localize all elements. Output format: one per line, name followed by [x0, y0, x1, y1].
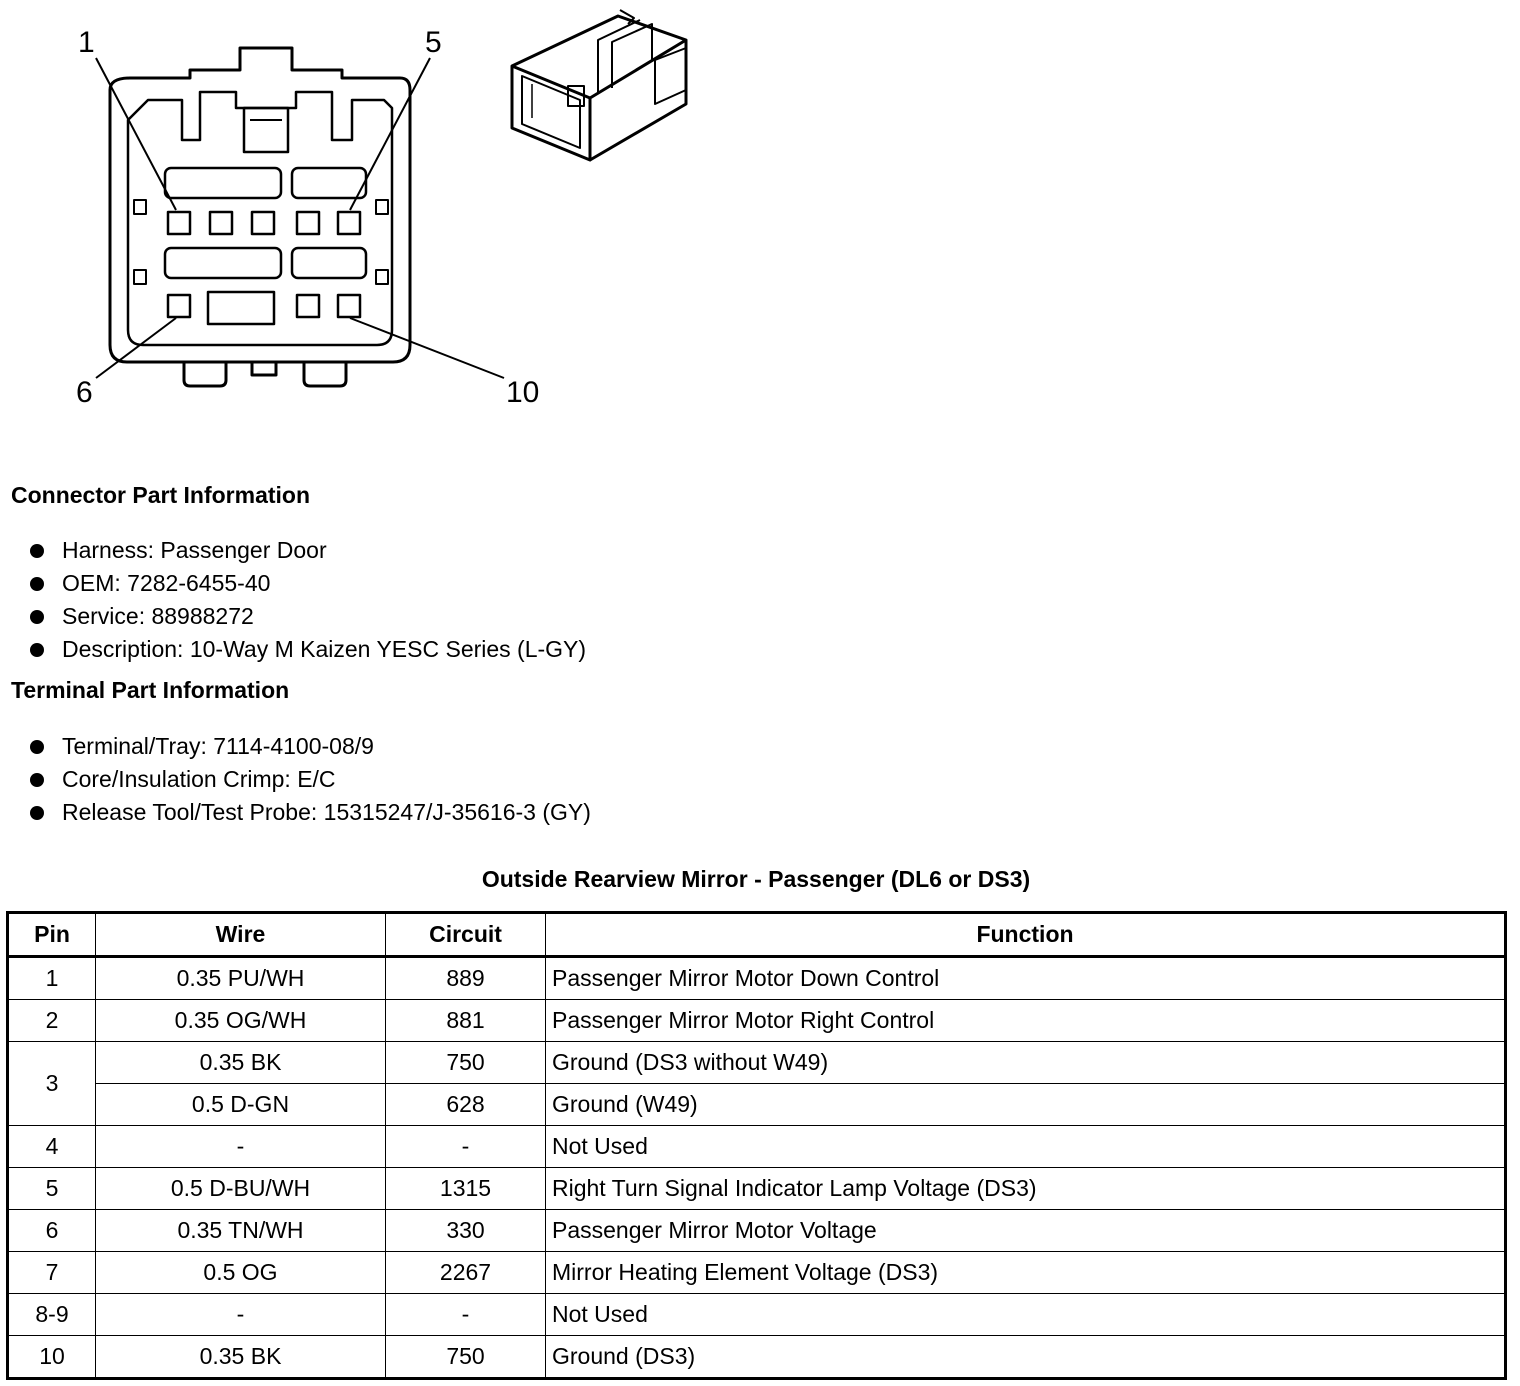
- cell-wire: 0.5 D-GN: [96, 1084, 386, 1126]
- cell-wire: 0.5 OG: [96, 1252, 386, 1294]
- pin-label-5: 5: [425, 26, 442, 59]
- cell-wire: 0.35 BK: [96, 1336, 386, 1379]
- bullet-icon: [30, 577, 44, 591]
- cell-circuit: 628: [386, 1084, 546, 1126]
- cell-pin: 8-9: [8, 1294, 96, 1336]
- connector-info-title: Connector Part Information: [11, 482, 311, 508]
- cavity-block: [208, 292, 274, 324]
- cell-function: Passenger Mirror Motor Voltage: [546, 1210, 1506, 1252]
- list-item: OEM: 7282-6455-40: [30, 567, 586, 600]
- header-pin: Pin: [8, 913, 96, 957]
- bullet-icon: [30, 544, 44, 558]
- cell-pin: 6: [8, 1210, 96, 1252]
- cell-wire: 0.35 TN/WH: [96, 1210, 386, 1252]
- cavity: [210, 212, 232, 234]
- cell-circuit: 330: [386, 1210, 546, 1252]
- cell-function: Not Used: [546, 1126, 1506, 1168]
- cell-circuit: 889: [386, 957, 546, 1000]
- terminal-info-list: [30, 730, 591, 829]
- cell-pin: 1: [8, 957, 96, 1000]
- list-item: Harness: Passenger Door: [30, 534, 586, 567]
- connector-diagram: [0, 0, 760, 430]
- cell-pin: 7: [8, 1252, 96, 1294]
- cavity: [168, 295, 190, 317]
- cell-function: Passenger Mirror Motor Down Control: [546, 957, 1506, 1000]
- cell-circuit: 1315: [386, 1168, 546, 1210]
- table-row: [8, 957, 1506, 1000]
- cell-wire: -: [96, 1294, 386, 1336]
- pinout-table: [6, 911, 1507, 1380]
- header-circuit: Circuit: [386, 913, 546, 957]
- table-header-row: [8, 913, 1506, 957]
- bottom-tab: [184, 362, 226, 386]
- table-row: [8, 1210, 1506, 1252]
- bullet-icon: [30, 806, 44, 820]
- table-row: [8, 1294, 1506, 1336]
- table-row: [8, 1336, 1506, 1379]
- header-wire: Wire: [96, 913, 386, 957]
- cell-circuit: 750: [386, 1336, 546, 1379]
- table-row: [8, 1126, 1506, 1168]
- cell-pin: 4: [8, 1126, 96, 1168]
- header-function: Function: [546, 913, 1506, 957]
- cell-pin: 5: [8, 1168, 96, 1210]
- cell-wire: 0.35 PU/WH: [96, 957, 386, 1000]
- bottom-tab: [252, 362, 276, 375]
- cell-pin: 10: [8, 1336, 96, 1379]
- list-item: Release Tool/Test Probe: 15315247/J-35616-3 (GY): [30, 796, 591, 829]
- list-item: Description: 10-Way M Kaizen YESC Series (L-GY): [30, 633, 586, 666]
- cavity: [297, 212, 319, 234]
- latch: [244, 108, 288, 152]
- cavity: [168, 212, 190, 234]
- cell-wire: 0.5 D-BU/WH: [96, 1168, 386, 1210]
- connector-info-list: [30, 534, 586, 666]
- cell-pin: 3: [8, 1042, 96, 1126]
- bullet-icon: [30, 643, 44, 657]
- cell-wire: -: [96, 1126, 386, 1168]
- cavity: [338, 295, 360, 317]
- bottom-tab: [304, 362, 346, 386]
- cavity: [252, 212, 274, 234]
- table-row: [8, 1000, 1506, 1042]
- cell-pin: 2: [8, 1000, 96, 1042]
- cell-circuit: 750: [386, 1042, 546, 1084]
- cell-function: Ground (W49): [546, 1084, 1506, 1126]
- table-row: [8, 1042, 1506, 1084]
- list-item: Terminal/Tray: 7114-4100-08/9: [30, 730, 591, 763]
- cell-function: Not Used: [546, 1294, 1506, 1336]
- cell-wire: 0.35 BK: [96, 1042, 386, 1084]
- cell-circuit: 881: [386, 1000, 546, 1042]
- connector-3d-view: [512, 10, 686, 160]
- cell-function: Ground (DS3 without W49): [546, 1042, 1506, 1084]
- connector-outer-outline: [110, 48, 410, 362]
- table-title: Outside Rearview Mirror - Passenger (DL6 or DS3): [481, 866, 1031, 892]
- bullet-icon: [30, 610, 44, 624]
- pin-label-1: 1: [78, 26, 95, 59]
- table-row: [8, 1168, 1506, 1210]
- cell-function: Right Turn Signal Indicator Lamp Voltage (DS3): [546, 1168, 1506, 1210]
- cell-circuit: -: [386, 1126, 546, 1168]
- table-row: [8, 1252, 1506, 1294]
- cell-function: Passenger Mirror Motor Right Control: [546, 1000, 1506, 1042]
- list-item: Service: 88988272: [30, 600, 586, 633]
- bullet-icon: [30, 773, 44, 787]
- cavity: [338, 212, 360, 234]
- bullet-icon: [30, 740, 44, 754]
- cell-circuit: -: [386, 1294, 546, 1336]
- cell-function: Ground (DS3): [546, 1336, 1506, 1379]
- cavity: [297, 295, 319, 317]
- table-row: [8, 1084, 1506, 1126]
- pin-label-6: 6: [76, 376, 93, 409]
- pin-label-10: 10: [506, 376, 540, 409]
- cell-wire: 0.35 OG/WH: [96, 1000, 386, 1042]
- cell-function: Mirror Heating Element Voltage (DS3): [546, 1252, 1506, 1294]
- list-item: Core/Insulation Crimp: E/C: [30, 763, 591, 796]
- cell-circuit: 2267: [386, 1252, 546, 1294]
- terminal-info-title: Terminal Part Information: [11, 677, 290, 703]
